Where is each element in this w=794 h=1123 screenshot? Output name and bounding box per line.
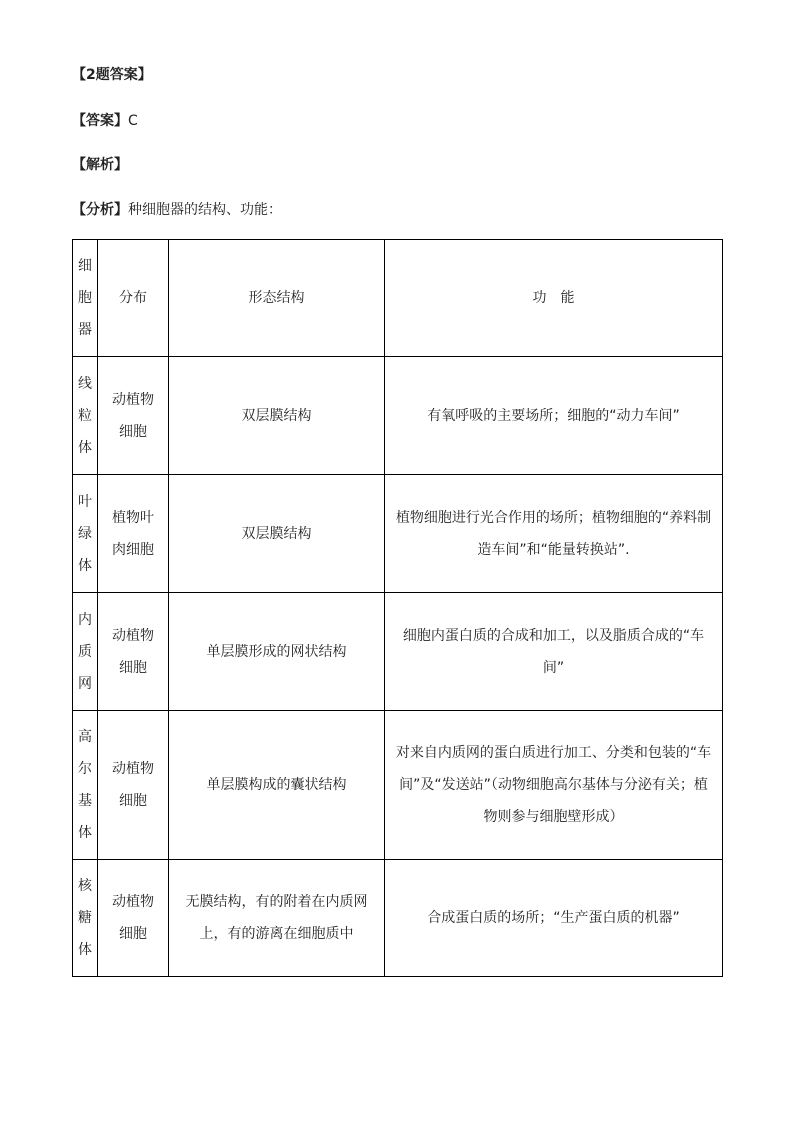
header-organelle: 细胞器	[73, 240, 98, 357]
table-row	[73, 711, 723, 860]
distribution-cell: 植物叶肉细胞	[98, 475, 169, 593]
answer-value: C	[128, 113, 138, 129]
question-label: 【2题答案】	[72, 67, 152, 83]
answer-prefix: 【答案】	[72, 113, 128, 129]
answer-line	[72, 111, 138, 131]
structure-cell: 双层膜结构	[169, 357, 385, 475]
intro-text: 种细胞器的结构、功能：	[128, 202, 282, 218]
structure-cell: 单层膜形成的网状结构	[169, 593, 385, 711]
organelle-name: 内质网	[73, 593, 98, 711]
structure-cell: 无膜结构，有的附着在内质网上，有的游离在细胞质中	[169, 860, 385, 977]
organelle-name: 叶绿体	[73, 475, 98, 593]
table-row	[73, 357, 723, 475]
structure-cell: 单层膜构成的囊状结构	[169, 711, 385, 860]
analysis-label: 【解析】	[72, 157, 128, 173]
organelle-name: 核糖体	[73, 860, 98, 977]
function-cell: 对来自内质网的蛋白质进行加工、分类和包装的“车间”及“发送站”（动物细胞高尔基体与分泌有关；植物则参与细胞壁形成）	[385, 711, 723, 860]
distribution-cell: 动植物细胞	[98, 357, 169, 475]
organelle-name: 高尔基体	[73, 711, 98, 860]
header-function: 功 能	[385, 240, 723, 357]
table-row	[73, 860, 723, 977]
header-distribution: 分布	[98, 240, 169, 357]
function-cell: 细胞内蛋白质的合成和加工，以及脂质合成的“车间”	[385, 593, 723, 711]
distribution-cell: 动植物细胞	[98, 860, 169, 977]
table-row	[73, 475, 723, 593]
table-row	[73, 593, 723, 711]
distribution-cell: 动植物细胞	[98, 711, 169, 860]
organelle-table	[72, 239, 723, 977]
analysis-intro	[72, 200, 282, 220]
header-structure: 形态结构	[169, 240, 385, 357]
intro-prefix: 【分析】	[72, 202, 128, 218]
table-header-row	[73, 240, 723, 357]
function-cell: 植物细胞进行光合作用的场所；植物细胞的“养料制造车间”和“能量转换站”.	[385, 475, 723, 593]
distribution-cell: 动植物细胞	[98, 593, 169, 711]
organelle-name: 线粒体	[73, 357, 98, 475]
function-cell: 有氧呼吸的主要场所；细胞的“动力车间”	[385, 357, 723, 475]
structure-cell: 双层膜结构	[169, 475, 385, 593]
function-cell: 合成蛋白质的场所；“生产蛋白质的机器”	[385, 860, 723, 977]
